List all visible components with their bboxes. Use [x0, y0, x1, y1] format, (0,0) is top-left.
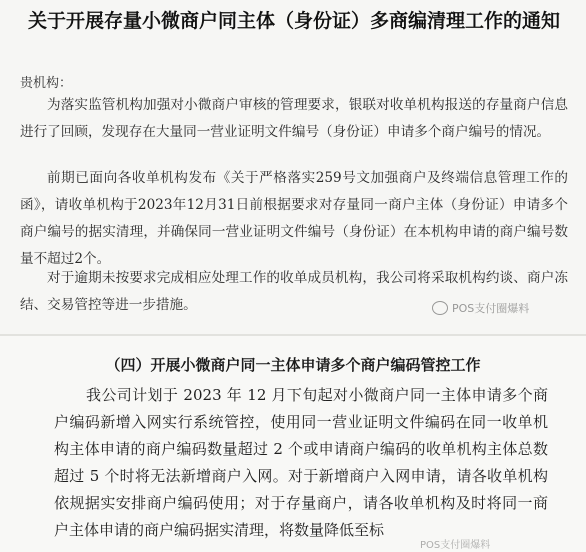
section-body: 我公司计划于 2023 年 12 月下旬起对小微商户同一主体申请多个商户编码新增入网实行系统管控，使用同一营业证明文件编码在同一收单机构主体申请的商户编码数量超过 2 个或申请商户编码的收单机构主体总数超过 5 个时将无法新增商户入网。对于新增商户入网申请，请各收单机构依规据实安排商户编码使用；对于存量商户，请各收单机构及时将同一商户主体申请的商户编码据实清理，将数量降低至标	[54, 386, 548, 539]
wechat-icon	[432, 301, 448, 315]
paragraph-1: 为落实监管机构加强对小微商户审核的管理要求，银联对收单机构报送的存量商户信息进行了回顾，发现存在大量同一营业证明文件编号（身份证）申请多个商户编号的情况。	[20, 97, 568, 140]
notice-title: 关于开展存量小微商户同主体（身份证）多商编清理工作的通知	[27, 10, 560, 32]
section-heading: （四）开展小微商户同一主体申请多个商户编码管控工作	[105, 356, 481, 374]
bottom-watermark: POS支付圈爆料	[420, 540, 491, 551]
excerpt-panel	[0, 334, 586, 552]
salutation: 贵机构：	[20, 76, 73, 91]
watermark-text: POS支付圈爆料	[452, 302, 530, 315]
paragraph-3: 对于逾期未按要求完成相应处理工作的收单成员机构，我公司将采取机构约谈、商户冻结、交易管控等进一步措施。	[20, 270, 568, 313]
paragraph-2: 前期已面向各收单机构发布《关于严格落实259号文加强商户及终端信息管理工作的函》，请收单机构于2023年12月31日前根据要求对存量同一商户主体（身份证）申请多个商户编号的据实清理，并确保同一营业证明文件编号（身份证）在本机构申请的商户编号数量不超过2个。	[20, 170, 568, 267]
watermark	[432, 300, 529, 316]
